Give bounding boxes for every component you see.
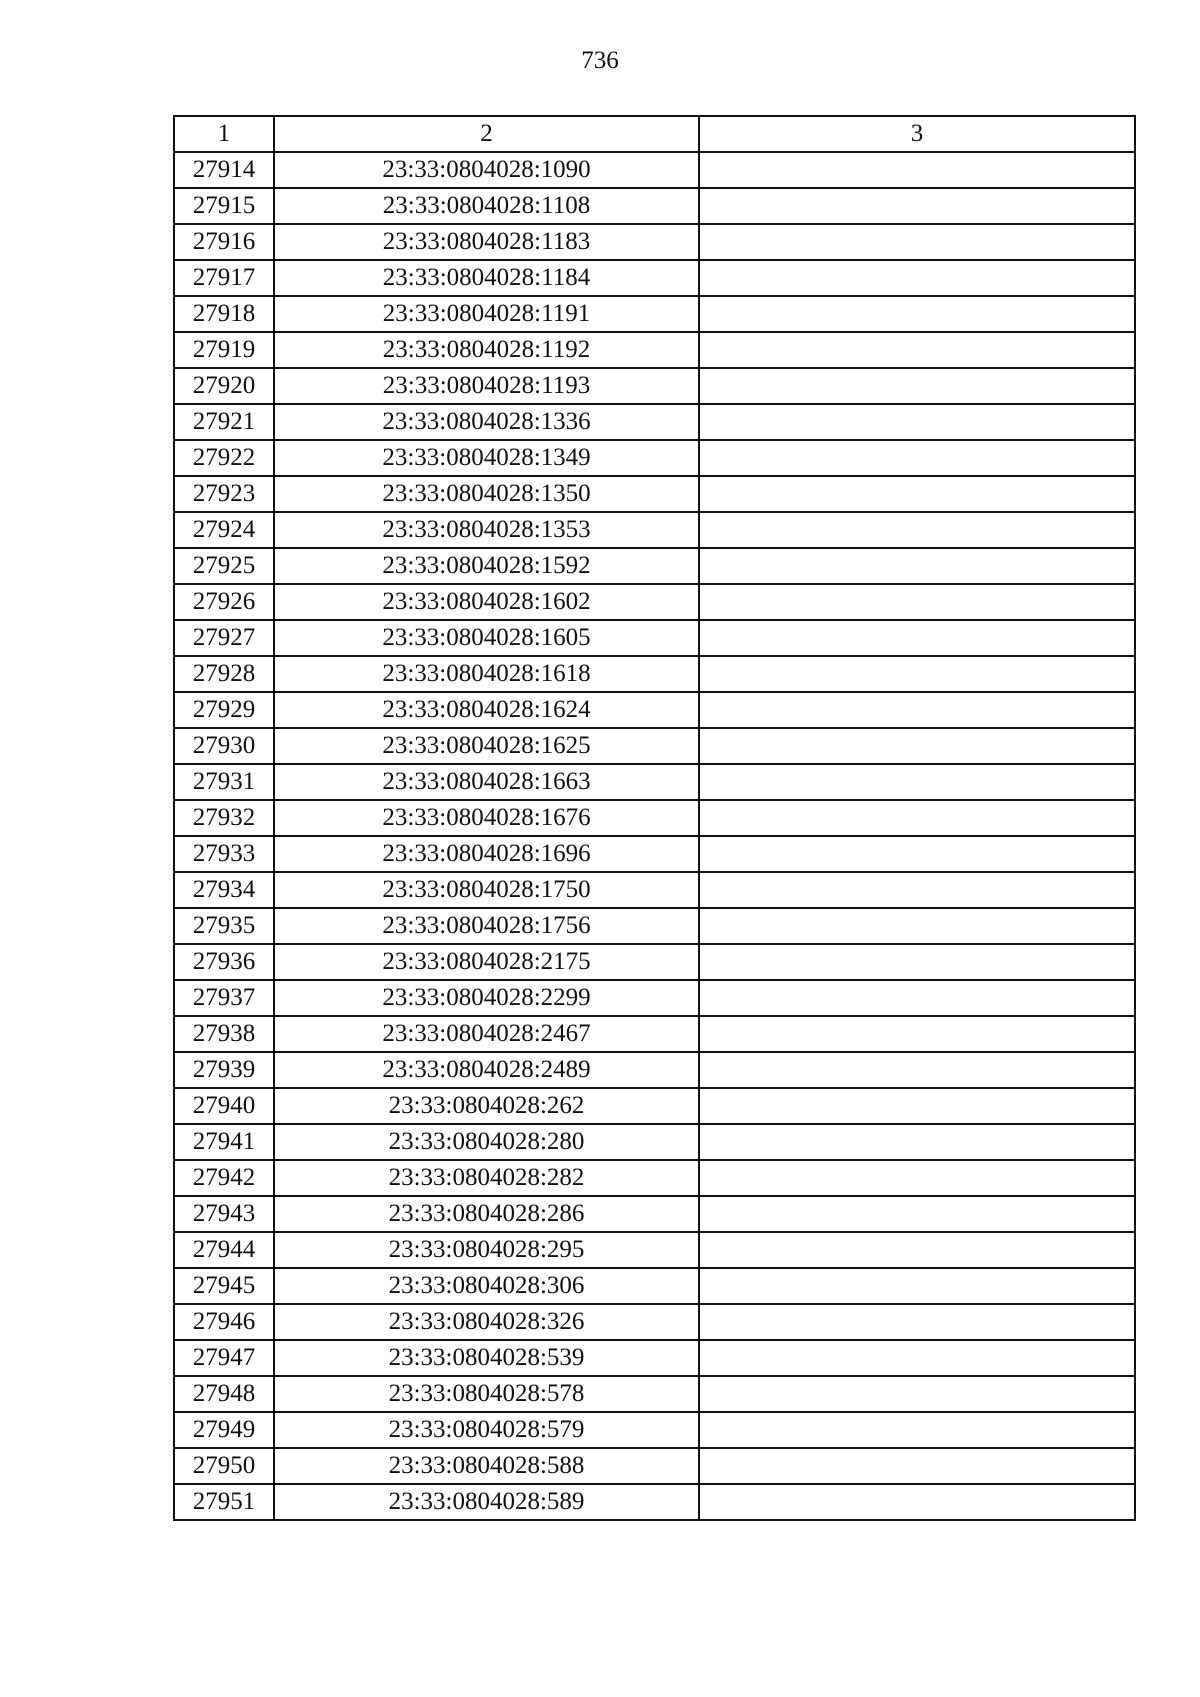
- row-number-cell: 27919: [174, 332, 274, 368]
- cadastral-number-cell: 23:33:0804028:1183: [274, 224, 699, 260]
- note-cell: [699, 1232, 1135, 1268]
- row-number-cell: 27934: [174, 872, 274, 908]
- note-cell: [699, 1304, 1135, 1340]
- row-number-cell: 27922: [174, 440, 274, 476]
- table-row: [174, 1340, 1135, 1376]
- table-row: [174, 908, 1135, 944]
- note-cell: [699, 656, 1135, 692]
- row-number-cell: 27928: [174, 656, 274, 692]
- column-header-3: 3: [699, 116, 1135, 152]
- table-row: [174, 1268, 1135, 1304]
- cadastral-number-cell: 23:33:0804028:1696: [274, 836, 699, 872]
- cadastral-number-cell: 23:33:0804028:1090: [274, 152, 699, 188]
- table-row: [174, 944, 1135, 980]
- row-number-cell: 27915: [174, 188, 274, 224]
- table-header-row: [174, 116, 1135, 152]
- cadastral-number-cell: 23:33:0804028:1191: [274, 296, 699, 332]
- row-number-cell: 27945: [174, 1268, 274, 1304]
- cadastral-number-cell: 23:33:0804028:1750: [274, 872, 699, 908]
- note-cell: [699, 944, 1135, 980]
- table-row: [174, 836, 1135, 872]
- note-cell: [699, 764, 1135, 800]
- row-number-cell: 27948: [174, 1376, 274, 1412]
- note-cell: [699, 980, 1135, 1016]
- cadastral-number-cell: 23:33:0804028:1349: [274, 440, 699, 476]
- table-row: [174, 404, 1135, 440]
- table-row: [174, 656, 1135, 692]
- table-row: [174, 152, 1135, 188]
- cadastral-number-cell: 23:33:0804028:1108: [274, 188, 699, 224]
- cadastral-number-cell: 23:33:0804028:579: [274, 1412, 699, 1448]
- note-cell: [699, 332, 1135, 368]
- row-number-cell: 27932: [174, 800, 274, 836]
- table-row: [174, 1448, 1135, 1484]
- table-row: [174, 296, 1135, 332]
- row-number-cell: 27940: [174, 1088, 274, 1124]
- note-cell: [699, 620, 1135, 656]
- table-row: [174, 224, 1135, 260]
- note-cell: [699, 1412, 1135, 1448]
- note-cell: [699, 1376, 1135, 1412]
- column-header-2: 2: [274, 116, 699, 152]
- table-row: [174, 1088, 1135, 1124]
- row-number-cell: 27941: [174, 1124, 274, 1160]
- row-number-cell: 27918: [174, 296, 274, 332]
- note-cell: [699, 404, 1135, 440]
- table-row: [174, 548, 1135, 584]
- cadastral-number-cell: 23:33:0804028:1624: [274, 692, 699, 728]
- table-row: [174, 476, 1135, 512]
- row-number-cell: 27929: [174, 692, 274, 728]
- note-cell: [699, 188, 1135, 224]
- row-number-cell: 27923: [174, 476, 274, 512]
- cadastral-number-cell: 23:33:0804028:2299: [274, 980, 699, 1016]
- table-row: [174, 260, 1135, 296]
- cadastral-number-cell: 23:33:0804028:2489: [274, 1052, 699, 1088]
- row-number-cell: 27944: [174, 1232, 274, 1268]
- table-row: [174, 764, 1135, 800]
- table-row: [174, 620, 1135, 656]
- table-row: [174, 728, 1135, 764]
- cadastral-number-cell: 23:33:0804028:1193: [274, 368, 699, 404]
- row-number-cell: 27914: [174, 152, 274, 188]
- cadastral-number-cell: 23:33:0804028:2175: [274, 944, 699, 980]
- cadastral-number-cell: 23:33:0804028:1336: [274, 404, 699, 440]
- note-cell: [699, 1196, 1135, 1232]
- note-cell: [699, 296, 1135, 332]
- row-number-cell: 27927: [174, 620, 274, 656]
- cadastral-number-cell: 23:33:0804028:588: [274, 1448, 699, 1484]
- row-number-cell: 27926: [174, 584, 274, 620]
- table-row: [174, 980, 1135, 1016]
- cadastral-number-cell: 23:33:0804028:1592: [274, 548, 699, 584]
- table-row: [174, 368, 1135, 404]
- column-header-1: 1: [174, 116, 274, 152]
- cadastral-number-cell: 23:33:0804028:1756: [274, 908, 699, 944]
- note-cell: [699, 1016, 1135, 1052]
- note-cell: [699, 1160, 1135, 1196]
- table-row: [174, 1052, 1135, 1088]
- cadastral-number-cell: 23:33:0804028:282: [274, 1160, 699, 1196]
- note-cell: [699, 1340, 1135, 1376]
- cadastral-number-cell: 23:33:0804028:1350: [274, 476, 699, 512]
- table-row: [174, 1412, 1135, 1448]
- note-cell: [699, 1124, 1135, 1160]
- row-number-cell: 27924: [174, 512, 274, 548]
- table-row: [174, 1232, 1135, 1268]
- table-row: [174, 1484, 1135, 1520]
- table-row: [174, 800, 1135, 836]
- row-number-cell: 27937: [174, 980, 274, 1016]
- row-number-cell: 27931: [174, 764, 274, 800]
- note-cell: [699, 692, 1135, 728]
- cadastral-number-cell: 23:33:0804028:1625: [274, 728, 699, 764]
- cadastral-number-cell: 23:33:0804028:326: [274, 1304, 699, 1340]
- row-number-cell: 27951: [174, 1484, 274, 1520]
- note-cell: [699, 548, 1135, 584]
- note-cell: [699, 584, 1135, 620]
- row-number-cell: 27946: [174, 1304, 274, 1340]
- table-row: [174, 872, 1135, 908]
- row-number-cell: 27925: [174, 548, 274, 584]
- row-number-cell: 27930: [174, 728, 274, 764]
- table-row: [174, 512, 1135, 548]
- row-number-cell: 27921: [174, 404, 274, 440]
- row-number-cell: 27917: [174, 260, 274, 296]
- note-cell: [699, 1268, 1135, 1304]
- cadastral-number-cell: 23:33:0804028:1605: [274, 620, 699, 656]
- table-row: [174, 1304, 1135, 1340]
- table-row: [174, 188, 1135, 224]
- cadastral-number-cell: 23:33:0804028:589: [274, 1484, 699, 1520]
- register-table: [173, 115, 1136, 1521]
- cadastral-number-cell: 23:33:0804028:539: [274, 1340, 699, 1376]
- note-cell: [699, 908, 1135, 944]
- cadastral-number-cell: 23:33:0804028:262: [274, 1088, 699, 1124]
- note-cell: [699, 368, 1135, 404]
- cadastral-number-cell: 23:33:0804028:1192: [274, 332, 699, 368]
- row-number-cell: 27916: [174, 224, 274, 260]
- table-row: [174, 1160, 1135, 1196]
- table-row: [174, 1016, 1135, 1052]
- table-row: [174, 584, 1135, 620]
- row-number-cell: 27938: [174, 1016, 274, 1052]
- table-row: [174, 1124, 1135, 1160]
- note-cell: [699, 1052, 1135, 1088]
- cadastral-number-cell: 23:33:0804028:1663: [274, 764, 699, 800]
- note-cell: [699, 476, 1135, 512]
- note-cell: [699, 512, 1135, 548]
- row-number-cell: 27949: [174, 1412, 274, 1448]
- table-row: [174, 692, 1135, 728]
- note-cell: [699, 836, 1135, 872]
- cadastral-number-cell: 23:33:0804028:1618: [274, 656, 699, 692]
- cadastral-number-cell: 23:33:0804028:295: [274, 1232, 699, 1268]
- row-number-cell: 27943: [174, 1196, 274, 1232]
- row-number-cell: 27920: [174, 368, 274, 404]
- row-number-cell: 27933: [174, 836, 274, 872]
- page-number: 736: [581, 47, 619, 74]
- cadastral-number-cell: 23:33:0804028:306: [274, 1268, 699, 1304]
- table-body: [174, 152, 1135, 1520]
- note-cell: [699, 728, 1135, 764]
- table-row: [174, 332, 1135, 368]
- cadastral-number-cell: 23:33:0804028:1184: [274, 260, 699, 296]
- cadastral-number-cell: 23:33:0804028:2467: [274, 1016, 699, 1052]
- cadastral-number-cell: 23:33:0804028:280: [274, 1124, 699, 1160]
- row-number-cell: 27947: [174, 1340, 274, 1376]
- row-number-cell: 27936: [174, 944, 274, 980]
- cadastral-number-cell: 23:33:0804028:1676: [274, 800, 699, 836]
- row-number-cell: 27950: [174, 1448, 274, 1484]
- table-row: [174, 440, 1135, 476]
- note-cell: [699, 800, 1135, 836]
- note-cell: [699, 1088, 1135, 1124]
- cadastral-number-cell: 23:33:0804028:1602: [274, 584, 699, 620]
- cadastral-number-cell: 23:33:0804028:1353: [274, 512, 699, 548]
- row-number-cell: 27935: [174, 908, 274, 944]
- table-row: [174, 1196, 1135, 1232]
- note-cell: [699, 1448, 1135, 1484]
- note-cell: [699, 872, 1135, 908]
- cadastral-number-cell: 23:33:0804028:286: [274, 1196, 699, 1232]
- row-number-cell: 27939: [174, 1052, 274, 1088]
- note-cell: [699, 1484, 1135, 1520]
- row-number-cell: 27942: [174, 1160, 274, 1196]
- note-cell: [699, 152, 1135, 188]
- cadastral-number-cell: 23:33:0804028:578: [274, 1376, 699, 1412]
- note-cell: [699, 260, 1135, 296]
- table-row: [174, 1376, 1135, 1412]
- note-cell: [699, 440, 1135, 476]
- note-cell: [699, 224, 1135, 260]
